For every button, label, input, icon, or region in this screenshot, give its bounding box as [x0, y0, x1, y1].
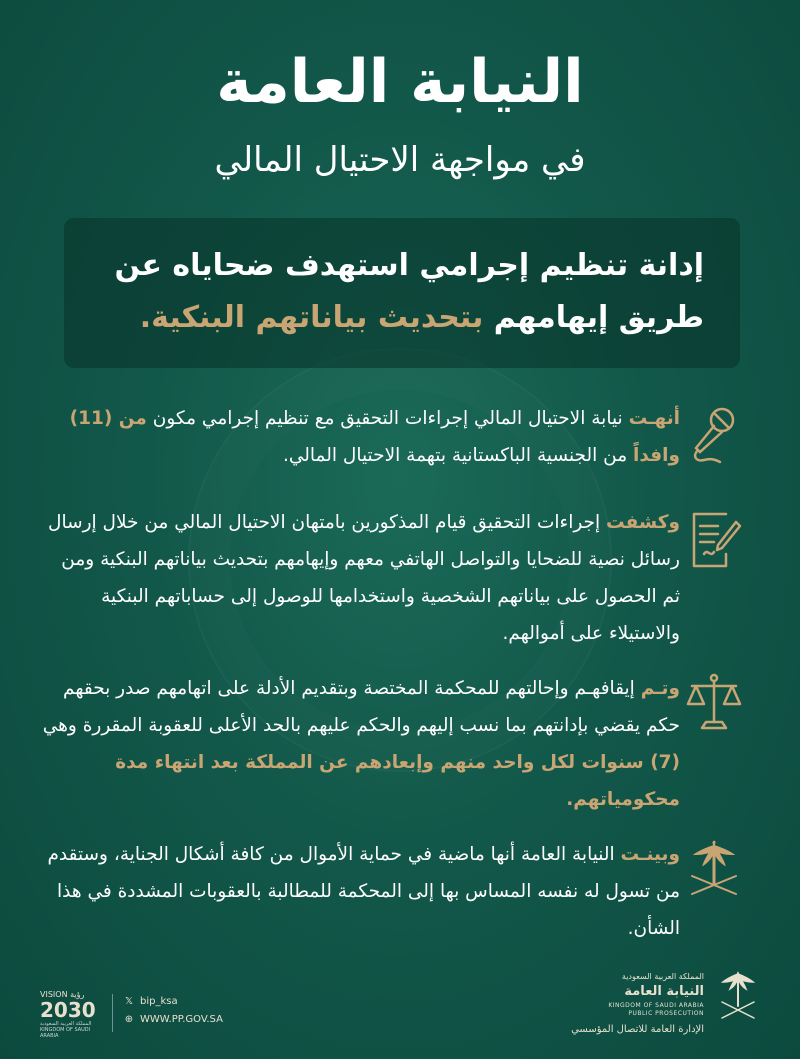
section-1-text-b: من الجنسية الباكستانية بتهمة الاحتيال المالي.: [282, 445, 634, 466]
website-url: WWW.PP.GOV.SA: [140, 1014, 223, 1025]
page-title: النيابة العامة: [216, 47, 584, 117]
scales-icon: [682, 670, 746, 734]
headline-box: [64, 218, 740, 368]
section-4-lead: وبينـت: [620, 844, 680, 865]
section-3-text: إيقافهـم وإحالتهم للمحكمة المختصة وبتقديم الأدلة على اتهامهم صدر بحقهم حكم يقضي بإدانتهم بما نسب إليهم والحكم عليهم بالحد الأعلى للعقوبة المقررة وهي: [42, 678, 680, 736]
vision-subtext: المملكة العربية السعودية KINGDOM OF SAUDI ARABIA: [40, 1021, 92, 1039]
globe-icon: ⊕: [124, 1014, 134, 1025]
headline-highlight: بتحديث بياناتهم البنكية.: [139, 300, 484, 335]
vision-2030-logo: [40, 990, 104, 1039]
vision-year: 2030: [40, 998, 96, 1022]
section-1-lead: أنهـت: [628, 408, 680, 429]
org-department: الإدارة العامة للاتصال المؤسسي: [571, 1024, 704, 1035]
saudi-emblem-icon: [716, 970, 760, 1026]
organization-logo: [571, 970, 760, 1040]
headline-plain: طريق إيهامهم: [493, 300, 704, 335]
headline-line-2: [100, 292, 704, 344]
microphone-icon: [682, 402, 746, 466]
headline-line-1: إدانة تنظيم إجرامي استهدف ضحاياه عن: [114, 248, 704, 283]
section-1-highlight: من (11) وافداً: [69, 408, 680, 466]
section-2-lead: وكشفت: [606, 512, 680, 533]
vision-label: VISION رؤية: [40, 990, 85, 999]
org-name-arabic: النيابة العامة: [624, 984, 704, 999]
section-discovery: [40, 504, 680, 652]
social-handle: bip_ksa: [140, 996, 178, 1007]
footer-left: [40, 990, 240, 1040]
org-country-arabic: المملكة العربية السعودية: [621, 972, 704, 981]
section-verdict: [40, 670, 680, 818]
website-link[interactable]: [122, 1014, 223, 1025]
section-3-lead: وتـم: [640, 678, 680, 699]
section-investigation: [40, 400, 680, 474]
section-1-text-a: نيابة الاحتيال المالي إجراءات التحقيق مع تنظيم إجرامي مكون: [152, 408, 629, 429]
page-subtitle: في مواجهة الاحتيال المالي: [214, 140, 586, 180]
section-2-text: إجراءات التحقيق قيام المذكورين بامتهان الاحتيال المالي من خلال إرسال رسائل نصية للضحايا والتواصل الهاتفي معهم وإيهامهم بتحديث بياناتهم البنكية ومن ثم الحصول على بياناتهم الشخصية واستخدامها للوصول إلى حساباتهم البنكية والاستيلاء على أموالهم.: [48, 512, 680, 644]
social-x-link[interactable]: [122, 996, 178, 1007]
section-4-text: النيابة العامة أنها ماضية في حماية الأموال من كافة أشكال الجناية، وستقدم من تسول له نفسه المساس بها إلى المحكمة للمطالبة بالعقوبات المشددة في هذا الشأن.: [47, 844, 680, 939]
org-name-english: PUBLIC PROSECUTION: [628, 1010, 704, 1017]
document-pen-icon: [682, 508, 746, 572]
section-statement: [40, 836, 680, 947]
footer-divider: [112, 994, 113, 1032]
palm-swords-icon: [682, 838, 746, 902]
section-3-highlight: (7) سنوات لكل واحد منهم وإبعادهم عن المملكة بعد انتهاء مدة محكومياتهم.: [115, 752, 680, 810]
x-logo-icon: 𝕏: [124, 996, 134, 1007]
org-country-english: KINGDOM OF SAUDI ARABIA: [608, 1002, 704, 1009]
